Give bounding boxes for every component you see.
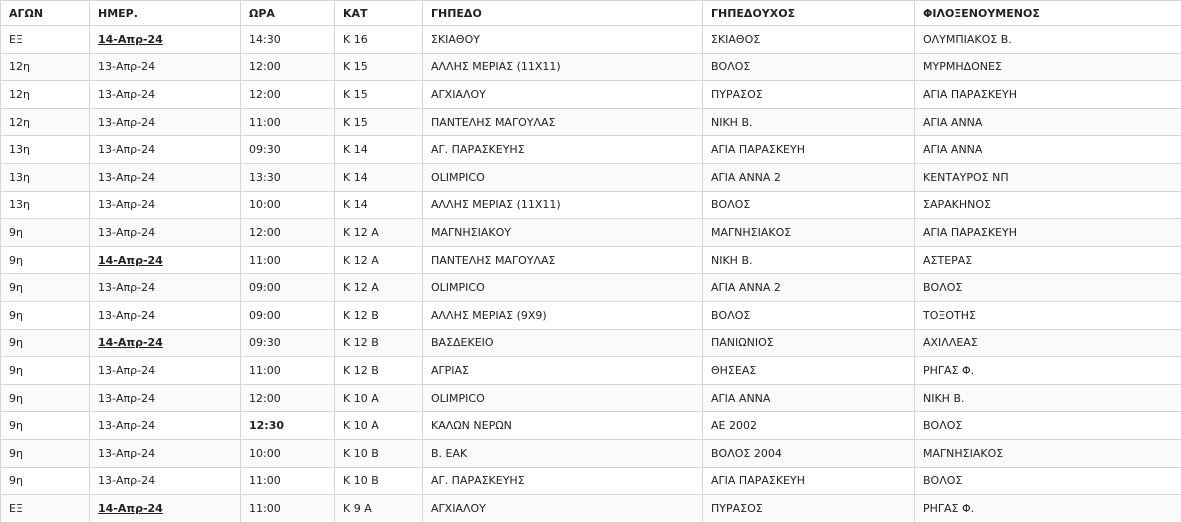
home-team-cell: ΠΥΡΑΣΟΣ xyxy=(703,495,915,523)
header-home-team: ΓΗΠΕΔΟΥΧΟΣ xyxy=(703,1,915,26)
category-cell: Κ 12 Α xyxy=(335,246,423,274)
date-cell: 14-Απρ-24 xyxy=(90,495,241,523)
away-team-cell: ΤΟΞΟΤΗΣ xyxy=(915,301,1181,329)
home-team-cell: ΝΙΚΗ Β. xyxy=(703,246,915,274)
venue-cell: ΑΛΛΗΣ ΜΕΡΙΑΣ (11Χ11) xyxy=(423,191,703,219)
home-team-cell: ΑΓΙΑ ΑΝΝΑ 2 xyxy=(703,163,915,191)
away-team-cell: ΡΗΓΑΣ Φ. xyxy=(915,495,1181,523)
venue-cell: ΑΓΧΙΑΛΟΥ xyxy=(423,81,703,109)
home-team-cell: ΑΓΙΑ ΑΝΝΑ xyxy=(703,384,915,412)
away-team-cell: ΝΙΚΗ Β. xyxy=(915,384,1181,412)
date-cell: 13-Απρ-24 xyxy=(90,357,241,385)
round-cell: 13η xyxy=(1,163,90,191)
round-cell: 9η xyxy=(1,246,90,274)
table-row xyxy=(1,81,1181,109)
home-team-cell: ΑΕ 2002 xyxy=(703,412,915,440)
home-team-cell: ΒΟΛΟΣ 2004 xyxy=(703,439,915,467)
round-cell: 9η xyxy=(1,219,90,247)
date-cell: 13-Απρ-24 xyxy=(90,163,241,191)
round-cell: 13η xyxy=(1,136,90,164)
away-team-cell: ΑΣΤΕΡΑΣ xyxy=(915,246,1181,274)
venue-cell: OLIMPICO xyxy=(423,163,703,191)
category-cell: Κ 14 xyxy=(335,163,423,191)
time-cell: 14:30 xyxy=(241,26,335,54)
round-cell: 9η xyxy=(1,274,90,302)
round-cell: 13η xyxy=(1,191,90,219)
away-team-cell: ΜΥΡΜΗΔΟΝΕΣ xyxy=(915,53,1181,81)
category-cell: Κ 10 Α xyxy=(335,384,423,412)
category-cell: Κ 10 Β xyxy=(335,467,423,495)
table-row xyxy=(1,191,1181,219)
category-cell: Κ 12 Α xyxy=(335,219,423,247)
date-cell: 13-Απρ-24 xyxy=(90,301,241,329)
date-cell: 13-Απρ-24 xyxy=(90,412,241,440)
venue-cell: ΑΓ. ΠΑΡΑΣΚΕΥΗΣ xyxy=(423,136,703,164)
home-team-cell: ΒΟΛΟΣ xyxy=(703,301,915,329)
round-cell: 9η xyxy=(1,467,90,495)
time-cell: 11:00 xyxy=(241,246,335,274)
venue-cell: ΚΑΛΩΝ ΝΕΡΩΝ xyxy=(423,412,703,440)
venue-cell: ΑΛΛΗΣ ΜΕΡΙΑΣ (11Χ11) xyxy=(423,53,703,81)
home-team-cell: ΣΚΙΑΘΟΣ xyxy=(703,26,915,54)
home-team-cell: ΒΟΛΟΣ xyxy=(703,191,915,219)
date-cell: 13-Απρ-24 xyxy=(90,384,241,412)
category-cell: Κ 9 Α xyxy=(335,495,423,523)
time-cell: 12:30 xyxy=(241,412,335,440)
date-cell: 13-Απρ-24 xyxy=(90,81,241,109)
category-cell: Κ 16 xyxy=(335,26,423,54)
round-cell: ΕΞ xyxy=(1,495,90,523)
round-cell: 9η xyxy=(1,412,90,440)
category-cell: Κ 15 xyxy=(335,53,423,81)
venue-cell: ΣΚΙΑΘΟΥ xyxy=(423,26,703,54)
date-cell: 13-Απρ-24 xyxy=(90,467,241,495)
date-cell: 13-Απρ-24 xyxy=(90,439,241,467)
table-row xyxy=(1,439,1181,467)
away-team-cell: ΒΟΛΟΣ xyxy=(915,467,1181,495)
time-cell: 10:00 xyxy=(241,439,335,467)
home-team-cell: ΒΟΛΟΣ xyxy=(703,53,915,81)
table-row xyxy=(1,357,1181,385)
header-venue: ΓΗΠΕΔΟ xyxy=(423,1,703,26)
table-row xyxy=(1,384,1181,412)
venue-cell: ΠΑΝΤΕΛΗΣ ΜΑΓΟΥΛΑΣ xyxy=(423,246,703,274)
table-row xyxy=(1,26,1181,54)
header-row xyxy=(1,1,1181,26)
table-row xyxy=(1,274,1181,302)
category-cell: Κ 14 xyxy=(335,136,423,164)
round-cell: 9η xyxy=(1,301,90,329)
table-row xyxy=(1,219,1181,247)
table-row xyxy=(1,301,1181,329)
table-row xyxy=(1,412,1181,440)
header-category: ΚΑΤ xyxy=(335,1,423,26)
home-team-cell: ΑΓΙΑ ΠΑΡΑΣΚΕΥΗ xyxy=(703,467,915,495)
away-team-cell: ΑΓΙΑ ΠΑΡΑΣΚΕΥΗ xyxy=(915,219,1181,247)
round-cell: 9η xyxy=(1,439,90,467)
time-cell: 11:00 xyxy=(241,108,335,136)
category-cell: Κ 10 Α xyxy=(335,412,423,440)
venue-cell: ΠΑΝΤΕΛΗΣ ΜΑΓΟΥΛΑΣ xyxy=(423,108,703,136)
date-cell: 14-Απρ-24 xyxy=(90,26,241,54)
date-cell: 14-Απρ-24 xyxy=(90,246,241,274)
category-cell: Κ 14 xyxy=(335,191,423,219)
away-team-cell: ΣΑΡΑΚΗΝΟΣ xyxy=(915,191,1181,219)
table-body xyxy=(1,26,1181,523)
table-row xyxy=(1,53,1181,81)
table-row xyxy=(1,163,1181,191)
time-cell: 11:00 xyxy=(241,357,335,385)
table-row xyxy=(1,467,1181,495)
round-cell: 9η xyxy=(1,384,90,412)
date-cell: 13-Απρ-24 xyxy=(90,53,241,81)
home-team-cell: ΠΥΡΑΣΟΣ xyxy=(703,81,915,109)
time-cell: 12:00 xyxy=(241,219,335,247)
category-cell: Κ 12 Β xyxy=(335,357,423,385)
round-cell: 9η xyxy=(1,357,90,385)
home-team-cell: ΜΑΓΝΗΣΙΑΚΟΣ xyxy=(703,219,915,247)
away-team-cell: ΚΕΝΤΑΥΡΟΣ ΝΠ xyxy=(915,163,1181,191)
round-cell: 9η xyxy=(1,329,90,357)
category-cell: Κ 15 xyxy=(335,81,423,109)
time-cell: 12:00 xyxy=(241,384,335,412)
header-date: ΗΜΕΡ. xyxy=(90,1,241,26)
venue-cell: ΑΛΛΗΣ ΜΕΡΙΑΣ (9Χ9) xyxy=(423,301,703,329)
round-cell: 12η xyxy=(1,81,90,109)
venue-cell: ΑΓ. ΠΑΡΑΣΚΕΥΗΣ xyxy=(423,467,703,495)
table-row xyxy=(1,136,1181,164)
venue-cell: OLIMPICO xyxy=(423,384,703,412)
home-team-cell: ΠΑΝΙΩΝΙΟΣ xyxy=(703,329,915,357)
venue-cell: OLIMPICO xyxy=(423,274,703,302)
table-row xyxy=(1,108,1181,136)
date-cell: 14-Απρ-24 xyxy=(90,329,241,357)
header-away-team: ΦΙΛΟΞΕΝΟΥΜΕΝΟΣ xyxy=(915,1,1181,26)
home-team-cell: ΝΙΚΗ Β. xyxy=(703,108,915,136)
time-cell: 11:00 xyxy=(241,495,335,523)
category-cell: Κ 10 Β xyxy=(335,439,423,467)
date-cell: 13-Απρ-24 xyxy=(90,136,241,164)
table-header xyxy=(1,1,1181,26)
round-cell: 12η xyxy=(1,108,90,136)
home-team-cell: ΑΓΙΑ ΑΝΝΑ 2 xyxy=(703,274,915,302)
category-cell: Κ 12 Β xyxy=(335,301,423,329)
date-cell: 13-Απρ-24 xyxy=(90,219,241,247)
away-team-cell: ΑΓΙΑ ΑΝΝΑ xyxy=(915,108,1181,136)
away-team-cell: ΒΟΛΟΣ xyxy=(915,274,1181,302)
away-team-cell: ΒΟΛΟΣ xyxy=(915,412,1181,440)
venue-cell: ΒΑΣΔΕΚΕΙΟ xyxy=(423,329,703,357)
away-team-cell: ΑΓΙΑ ΑΝΝΑ xyxy=(915,136,1181,164)
date-cell: 13-Απρ-24 xyxy=(90,274,241,302)
away-team-cell: ΜΑΓΝΗΣΙΑΚΟΣ xyxy=(915,439,1181,467)
away-team-cell: ΟΛΥΜΠΙΑΚΟΣ Β. xyxy=(915,26,1181,54)
venue-cell: Β. ΕΑΚ xyxy=(423,439,703,467)
home-team-cell: ΑΓΙΑ ΠΑΡΑΣΚΕΥΗ xyxy=(703,136,915,164)
round-cell: 12η xyxy=(1,53,90,81)
category-cell: Κ 12 Α xyxy=(335,274,423,302)
header-round: ΑΓΩΝ xyxy=(1,1,90,26)
header-time: ΩΡΑ xyxy=(241,1,335,26)
away-team-cell: ΑΓΙΑ ΠΑΡΑΣΚΕΥΗ xyxy=(915,81,1181,109)
time-cell: 13:30 xyxy=(241,163,335,191)
category-cell: Κ 12 Β xyxy=(335,329,423,357)
time-cell: 09:00 xyxy=(241,301,335,329)
time-cell: 11:00 xyxy=(241,467,335,495)
time-cell: 12:00 xyxy=(241,81,335,109)
round-cell: ΕΞ xyxy=(1,26,90,54)
home-team-cell: ΘΗΣΕΑΣ xyxy=(703,357,915,385)
time-cell: 10:00 xyxy=(241,191,335,219)
date-cell: 13-Απρ-24 xyxy=(90,191,241,219)
time-cell: 09:30 xyxy=(241,136,335,164)
time-cell: 12:00 xyxy=(241,53,335,81)
away-team-cell: ΑΧΙΛΛΕΑΣ xyxy=(915,329,1181,357)
away-team-cell: ΡΗΓΑΣ Φ. xyxy=(915,357,1181,385)
table-row xyxy=(1,495,1181,523)
time-cell: 09:30 xyxy=(241,329,335,357)
time-cell: 09:00 xyxy=(241,274,335,302)
table-row xyxy=(1,246,1181,274)
table-row xyxy=(1,329,1181,357)
venue-cell: ΑΓΧΙΑΛΟΥ xyxy=(423,495,703,523)
venue-cell: ΑΓΡΙΑΣ xyxy=(423,357,703,385)
category-cell: Κ 15 xyxy=(335,108,423,136)
date-cell: 13-Απρ-24 xyxy=(90,108,241,136)
venue-cell: ΜΑΓΝΗΣΙΑΚΟΥ xyxy=(423,219,703,247)
